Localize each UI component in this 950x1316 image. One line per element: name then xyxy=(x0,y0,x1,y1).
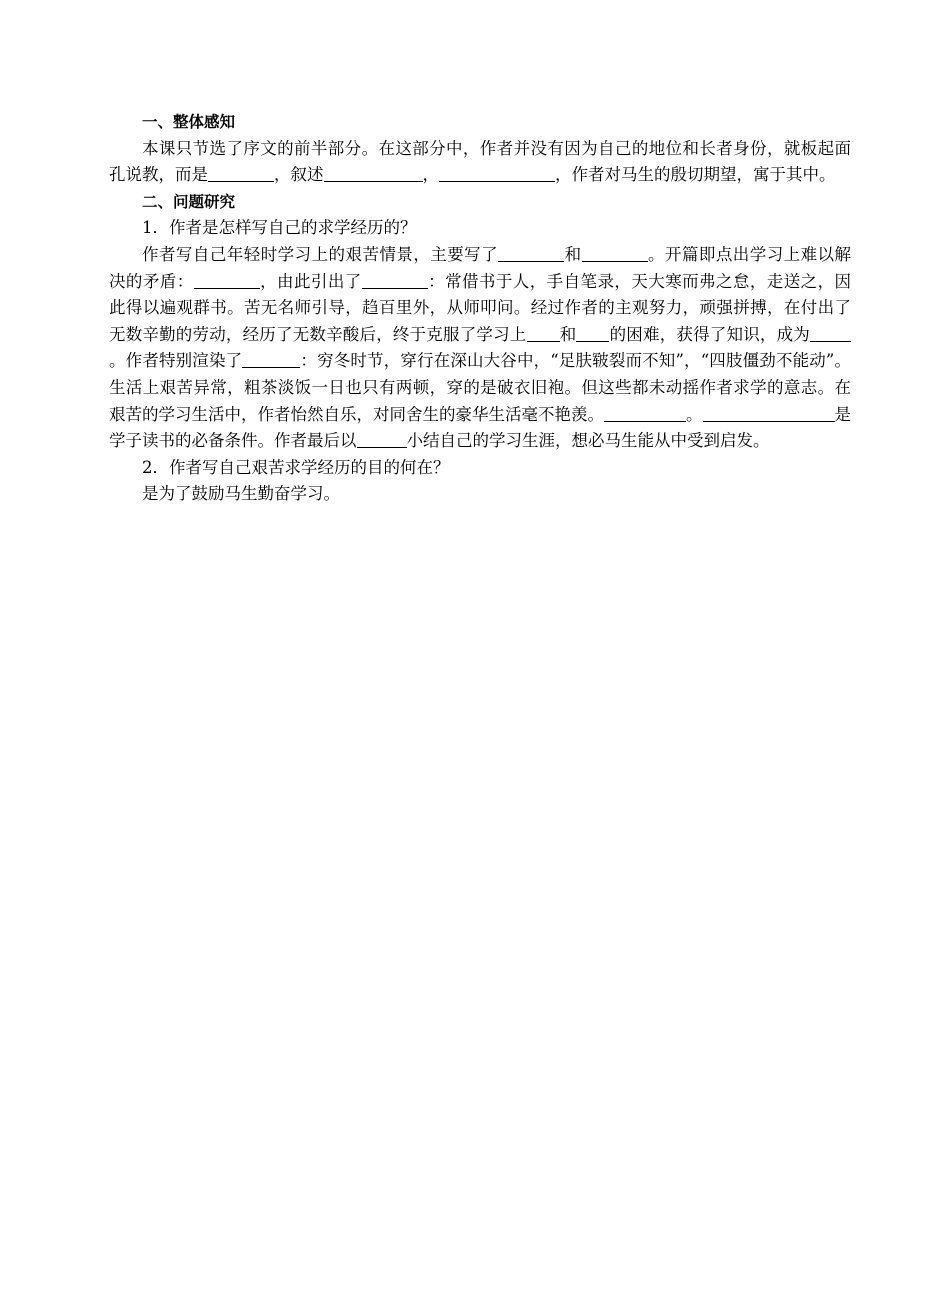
text-run: ，由此引出了 xyxy=(259,271,362,291)
section-heading-research: 二、问题研究 xyxy=(142,192,236,211)
text-run: 小结自己的学习生涯，想必马生能从中受到启发。 xyxy=(406,431,770,451)
document-page xyxy=(109,109,851,508)
answer-blank[interactable] xyxy=(194,270,260,289)
answer-blank[interactable] xyxy=(576,323,609,342)
text-run: 。作者特别渲染了 xyxy=(109,351,243,371)
question-1: 1．作者是怎样写自己的求学经历的？ xyxy=(142,218,417,238)
answer-blank[interactable] xyxy=(324,163,423,182)
text-run: 和 xyxy=(564,244,582,264)
section-heading-overview: 一、整体感知 xyxy=(142,113,236,131)
text-run: 的困难，获得了知识，成为 xyxy=(609,324,811,344)
question-2: 2．作者写自己艰苦求学经历的目的何在？ xyxy=(142,457,450,477)
answer-blank[interactable] xyxy=(604,403,686,422)
text-run: 是学子读书的必备条件。作者最后以 xyxy=(109,404,851,451)
answer-blank[interactable] xyxy=(208,163,274,182)
text-run: ，叙述 xyxy=(274,165,324,185)
text-run: ：常借书于人，手自笔录，天大寒而弗之怠，走送之，因此得以遍观群书。苦无名师引导，趋百里外，从师叩问。经过作者的主观努力，顽强拼搏，在付出了无数辛勤的劳动，经历了无数辛酸后，终于克服了学习上 xyxy=(109,271,852,344)
answer-blank[interactable] xyxy=(357,429,407,448)
answer-blank[interactable] xyxy=(810,323,851,342)
answer-blank[interactable] xyxy=(242,349,300,368)
answer-1-paragraph xyxy=(109,242,851,455)
text-run: ， xyxy=(422,165,439,185)
text-run: 。开篇即点出学习上难以解决的矛盾： xyxy=(109,244,852,291)
answer-2: 是为了鼓励马生勤奋学习。 xyxy=(142,484,340,504)
answer-blank[interactable] xyxy=(703,403,835,422)
answer-blank[interactable] xyxy=(439,163,555,182)
text-run: ：穷冬时节，穿行在深山大谷中，“足肤皲裂而不知”，“四肢僵劲不能动”。生活上艰苦异常，粗茶淡饭一日也只有两顿，穿的是破衣旧袍。但这些都未动摇作者求学的意志。在艰苦的学习生活中，作者怡然自乐，对同舍生的豪华生活毫不艳羡。 xyxy=(109,351,852,424)
text-run: 和 xyxy=(559,324,577,344)
answer-blank[interactable] xyxy=(527,323,560,342)
overview-paragraph xyxy=(109,136,851,189)
text-run: 作者写自己年轻时学习上的艰苦情景，主要写了 xyxy=(142,244,499,264)
text-run: 。 xyxy=(686,404,703,424)
text-run: 本课只节选了序文的前半部分。在这部分中，作者并没有因为自己的地位和长者身份，就板起面孔说教，而是 xyxy=(109,138,851,185)
answer-blank[interactable] xyxy=(362,270,428,289)
answer-blank[interactable] xyxy=(498,243,564,262)
answer-blank[interactable] xyxy=(582,243,648,262)
text-run: ，作者对马生的殷切期望，寓于其中。 xyxy=(555,165,836,185)
